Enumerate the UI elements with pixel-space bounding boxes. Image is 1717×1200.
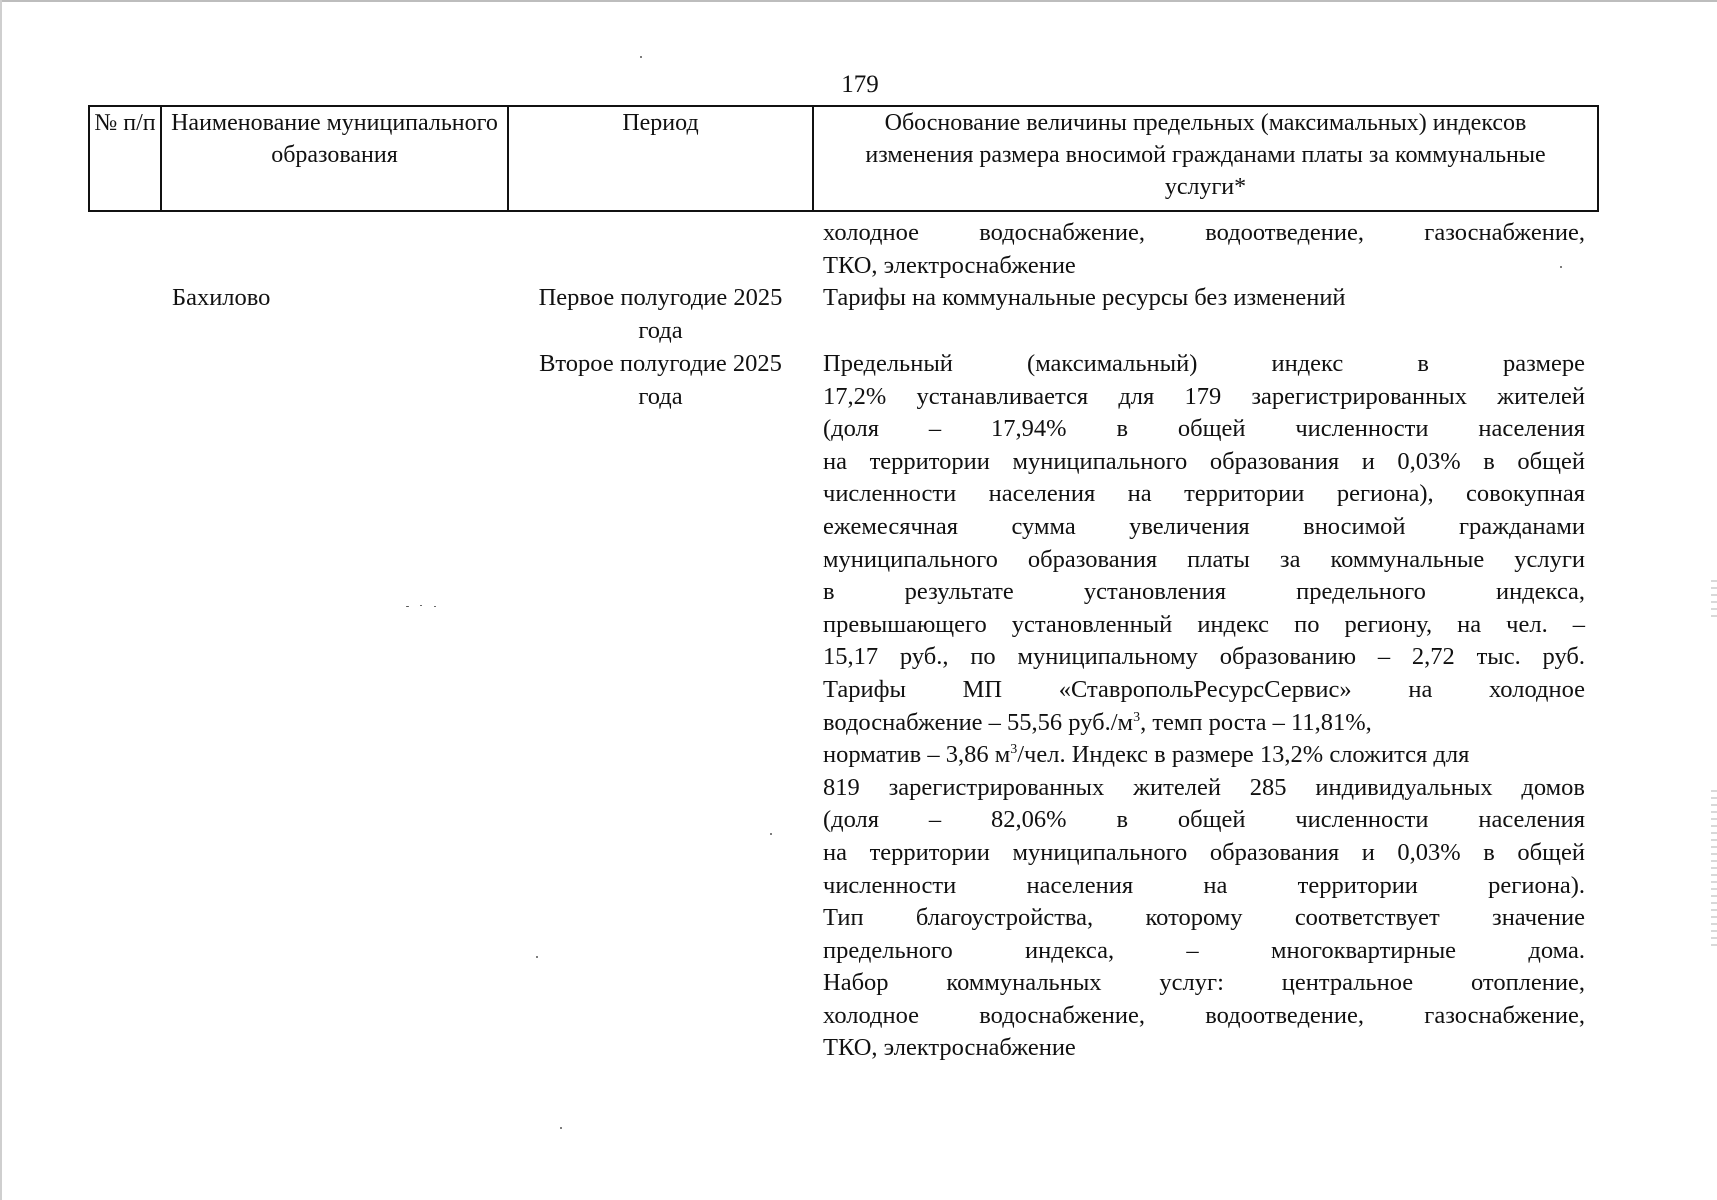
justification-first-half: Тарифы на коммунальные ресурсы без изменений	[823, 284, 1346, 311]
text-line: (доля – 82,06% в общей численности населения	[823, 806, 1585, 834]
text-line: 15,17 руб., по муниципальному образованию – 2,72 тыс. руб.	[823, 643, 1585, 671]
page-number: 179	[841, 71, 879, 98]
header-justification: Обоснование величины предельных (максимальных) индексов изменения размера вносимой гражданами платы за коммунальные услуги*	[813, 106, 1598, 211]
municipality-name: Бахилово	[172, 284, 271, 311]
header-period: Период	[508, 106, 813, 211]
text-line: Набор коммунальных услуг: центральное отопление,	[823, 969, 1585, 997]
justification-second-half	[823, 348, 1585, 1065]
scan-left-edge	[0, 0, 2, 1200]
scan-speck	[434, 606, 436, 607]
scan-speck	[420, 605, 422, 606]
text-line: (доля – 17,94% в общей численности населения	[823, 415, 1585, 443]
text-line: предельного индекса, – многоквартирные дома.	[823, 936, 1585, 964]
scan-speck	[560, 1127, 562, 1129]
scan-speck	[536, 956, 538, 958]
period-second-half: Второе полугодие 2025 года	[539, 350, 782, 410]
text-line: на территории муниципального образования и 0,03% в общей	[823, 838, 1585, 866]
text-line	[823, 739, 1585, 772]
text-line: Предельный (максимальный) индекс в размере	[823, 350, 1585, 377]
text-line: ТКО, электроснабжение	[823, 1034, 1076, 1062]
text-line	[823, 707, 1585, 740]
text-line: численности населения на территории региона).	[823, 871, 1585, 899]
text-line: Тип благоустройства, которому соответствует значение	[823, 904, 1585, 932]
text-fragment	[823, 707, 1372, 740]
superscript: 3	[1010, 741, 1018, 757]
text-line: холодное водоснабжение, водоотведение, газоснабжение,	[823, 1001, 1585, 1029]
text-line: 819 зарегистрированных жителей 285 индивидуальных домов	[823, 773, 1585, 801]
scan-speck	[1560, 266, 1562, 268]
text-line: ежемесячная сумма увеличения вносимой гражданами	[823, 512, 1585, 540]
text-line: на территории муниципального образования и 0,03% в общей	[823, 447, 1585, 475]
text-line: в результате установления предельного индекса,	[823, 578, 1585, 606]
text-line: численности населения на территории региона), совокупная	[823, 480, 1585, 508]
continuation-text	[823, 217, 1585, 282]
table-header	[88, 105, 1599, 212]
scan-edge-noise	[1711, 790, 1717, 950]
scan-edge-noise	[1711, 580, 1717, 620]
text-fragment: норматив – 3,86 м	[823, 741, 1011, 769]
header-num: № п/п	[89, 106, 161, 211]
header-municipality-name: Наименование муниципального образования	[161, 106, 508, 211]
scan-speck	[406, 606, 409, 607]
text-fragment: /чел. Индекс в размере 13,2% сложится для	[1017, 741, 1470, 769]
superscript: 3	[1133, 709, 1141, 725]
period-first-half: Первое полугодие 2025 года	[538, 284, 783, 344]
scan-top-edge	[0, 0, 1717, 2]
text-line: ТКО, электроснабжение	[823, 251, 1076, 279]
text-fragment: , темп роста – 11,81%,	[1140, 708, 1372, 736]
text-line: превышающего установленный индекс по региону, на чел. –	[823, 610, 1585, 638]
scan-speck	[640, 56, 642, 58]
text-line: холодное водоснабжение, водоотведение, газоснабжение,	[823, 219, 1585, 246]
text-line: муниципального образования платы за коммунальные услуги	[823, 545, 1585, 573]
text-line: 17,2% устанавливается для 179 зарегистрированных жителей	[823, 382, 1585, 410]
text-line: Тарифы МП «СтавропольРесурсСервис» на холодное	[823, 675, 1585, 703]
text-fragment: водоснабжение – 55,56 руб./м	[823, 708, 1134, 736]
scan-speck	[770, 833, 772, 835]
